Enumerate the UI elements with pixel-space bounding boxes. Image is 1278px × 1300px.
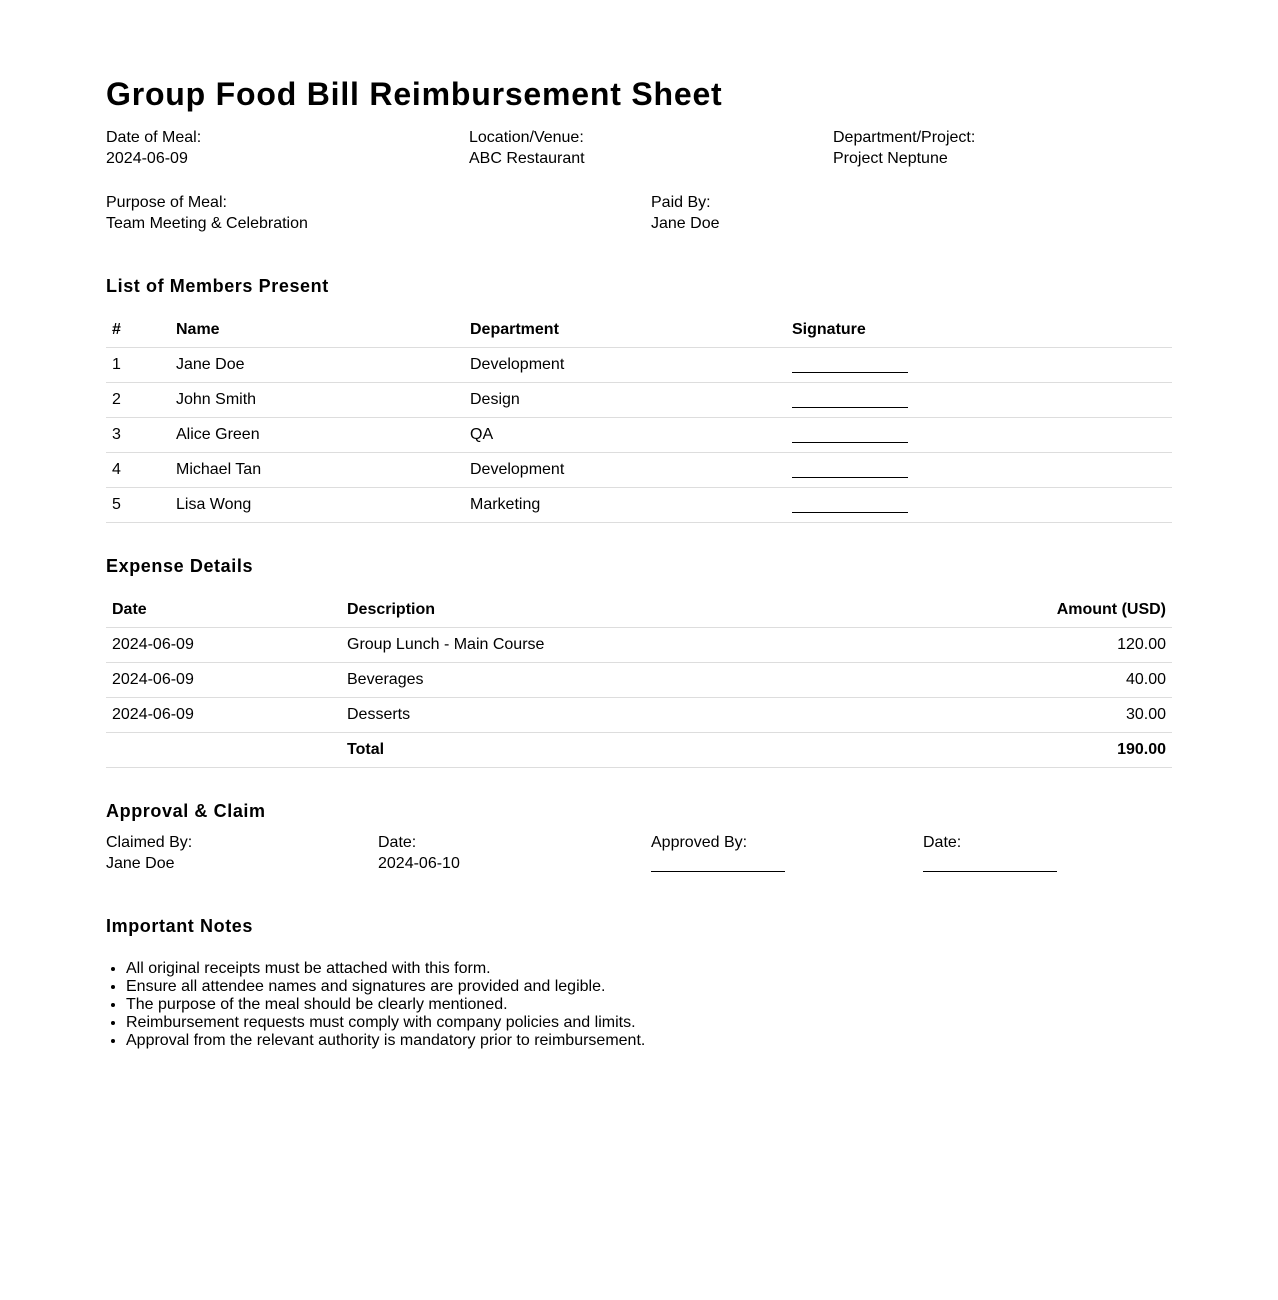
member-number: 1 — [106, 348, 170, 383]
paid-by-label: Paid By: — [651, 194, 711, 211]
expenses-header-date: Date — [106, 593, 341, 628]
member-name: Alice Green — [170, 418, 464, 453]
signature-line[interactable] — [792, 406, 908, 408]
signature-line[interactable] — [792, 511, 908, 513]
expenses-header-description: Description — [341, 593, 861, 628]
members-header-row — [106, 313, 1172, 348]
members-header-signature: Signature — [786, 313, 1172, 348]
claim-date-field — [378, 832, 460, 874]
claimed-by-field — [106, 832, 192, 874]
approved-by-field — [651, 832, 785, 872]
list-item: • Ensure all attendee names and signatures are provided and legible. — [126, 978, 645, 996]
notes-list — [106, 960, 645, 1050]
members-section-title: List of Members Present — [106, 276, 329, 296]
expense-date: 2024-06-09 — [106, 698, 341, 733]
member-number: 2 — [106, 383, 170, 418]
department-project-field — [833, 127, 975, 169]
date-of-meal-value: 2024-06-09 — [106, 150, 188, 167]
members-header-department: Department — [464, 313, 786, 348]
total-label: Total — [341, 733, 861, 768]
expense-date: 2024-06-09 — [106, 663, 341, 698]
expenses-table — [106, 593, 1172, 768]
claim-date-label: Date: — [378, 834, 417, 851]
expenses-header-amount: Amount (USD) — [861, 593, 1172, 628]
expense-description: Desserts — [341, 698, 861, 733]
approval-date-label: Date: — [923, 834, 962, 851]
member-signature-cell — [786, 383, 1172, 418]
table-row — [106, 698, 1172, 733]
expense-description: Group Lunch - Main Course — [341, 628, 861, 663]
members-table — [106, 313, 1172, 523]
signature-line[interactable] — [792, 476, 908, 478]
member-signature-cell — [786, 348, 1172, 383]
expense-amount: 40.00 — [861, 663, 1172, 698]
signature-line[interactable] — [792, 441, 908, 443]
department-project-label: Department/Project: — [833, 129, 976, 146]
member-department: Development — [464, 453, 786, 488]
approved-by-signature-line[interactable] — [651, 871, 785, 872]
list-item: • Reimbursement requests must comply with company policies and limits. — [126, 1014, 645, 1032]
list-item: • The purpose of the meal should be clearly mentioned. — [126, 996, 645, 1014]
claimed-by-label: Claimed By: — [106, 834, 193, 851]
member-department: Design — [464, 383, 786, 418]
location-field — [469, 127, 585, 169]
expense-description: Beverages — [341, 663, 861, 698]
members-header-number: # — [106, 313, 170, 348]
member-signature-cell — [786, 453, 1172, 488]
member-name: Michael Tan — [170, 453, 464, 488]
list-item: • All original receipts must be attached with this form. — [126, 960, 645, 978]
table-row — [106, 663, 1172, 698]
location-label: Location/Venue: — [469, 129, 584, 146]
table-row — [106, 418, 1172, 453]
table-row — [106, 348, 1172, 383]
purpose-value: Team Meeting & Celebration — [106, 215, 308, 232]
list-item: • Approval from the relevant authority is mandatory prior to reimbursement. — [126, 1032, 645, 1050]
claim-date-value: 2024-06-10 — [378, 855, 460, 872]
member-department: Development — [464, 348, 786, 383]
paid-by-value: Jane Doe — [651, 215, 720, 232]
location-value: ABC Restaurant — [469, 150, 585, 167]
expenses-section-title: Expense Details — [106, 556, 254, 576]
total-empty-cell — [106, 733, 341, 768]
approval-date-field — [923, 832, 1057, 872]
total-row — [106, 733, 1172, 768]
members-header-name: Name — [170, 313, 464, 348]
member-name: John Smith — [170, 383, 464, 418]
expense-date: 2024-06-09 — [106, 628, 341, 663]
date-of-meal-field — [106, 127, 201, 169]
table-row — [106, 383, 1172, 418]
member-name: Lisa Wong — [170, 488, 464, 523]
member-department: Marketing — [464, 488, 786, 523]
signature-line[interactable] — [792, 371, 908, 373]
approved-by-label: Approved By: — [651, 834, 748, 851]
claimed-by-value: Jane Doe — [106, 855, 175, 872]
purpose-label: Purpose of Meal: — [106, 194, 227, 211]
approval-date-line[interactable] — [923, 871, 1057, 872]
member-name: Jane Doe — [170, 348, 464, 383]
expense-amount: 30.00 — [861, 698, 1172, 733]
date-of-meal-label: Date of Meal: — [106, 129, 202, 146]
member-number: 5 — [106, 488, 170, 523]
member-signature-cell — [786, 418, 1172, 453]
department-project-value: Project Neptune — [833, 150, 948, 167]
approval-section-title: Approval & Claim — [106, 801, 266, 821]
notes-section-title: Important Notes — [106, 916, 254, 936]
expense-amount: 120.00 — [861, 628, 1172, 663]
paid-by-field — [651, 192, 720, 234]
member-number: 3 — [106, 418, 170, 453]
page-title: Group Food Bill Reimbursement Sheet — [106, 76, 723, 112]
expenses-header-row — [106, 593, 1172, 628]
member-department: QA — [464, 418, 786, 453]
total-amount: 190.00 — [861, 733, 1172, 768]
member-signature-cell — [786, 488, 1172, 523]
table-row — [106, 453, 1172, 488]
member-number: 4 — [106, 453, 170, 488]
purpose-field — [106, 192, 308, 234]
table-row — [106, 488, 1172, 523]
table-row — [106, 628, 1172, 663]
